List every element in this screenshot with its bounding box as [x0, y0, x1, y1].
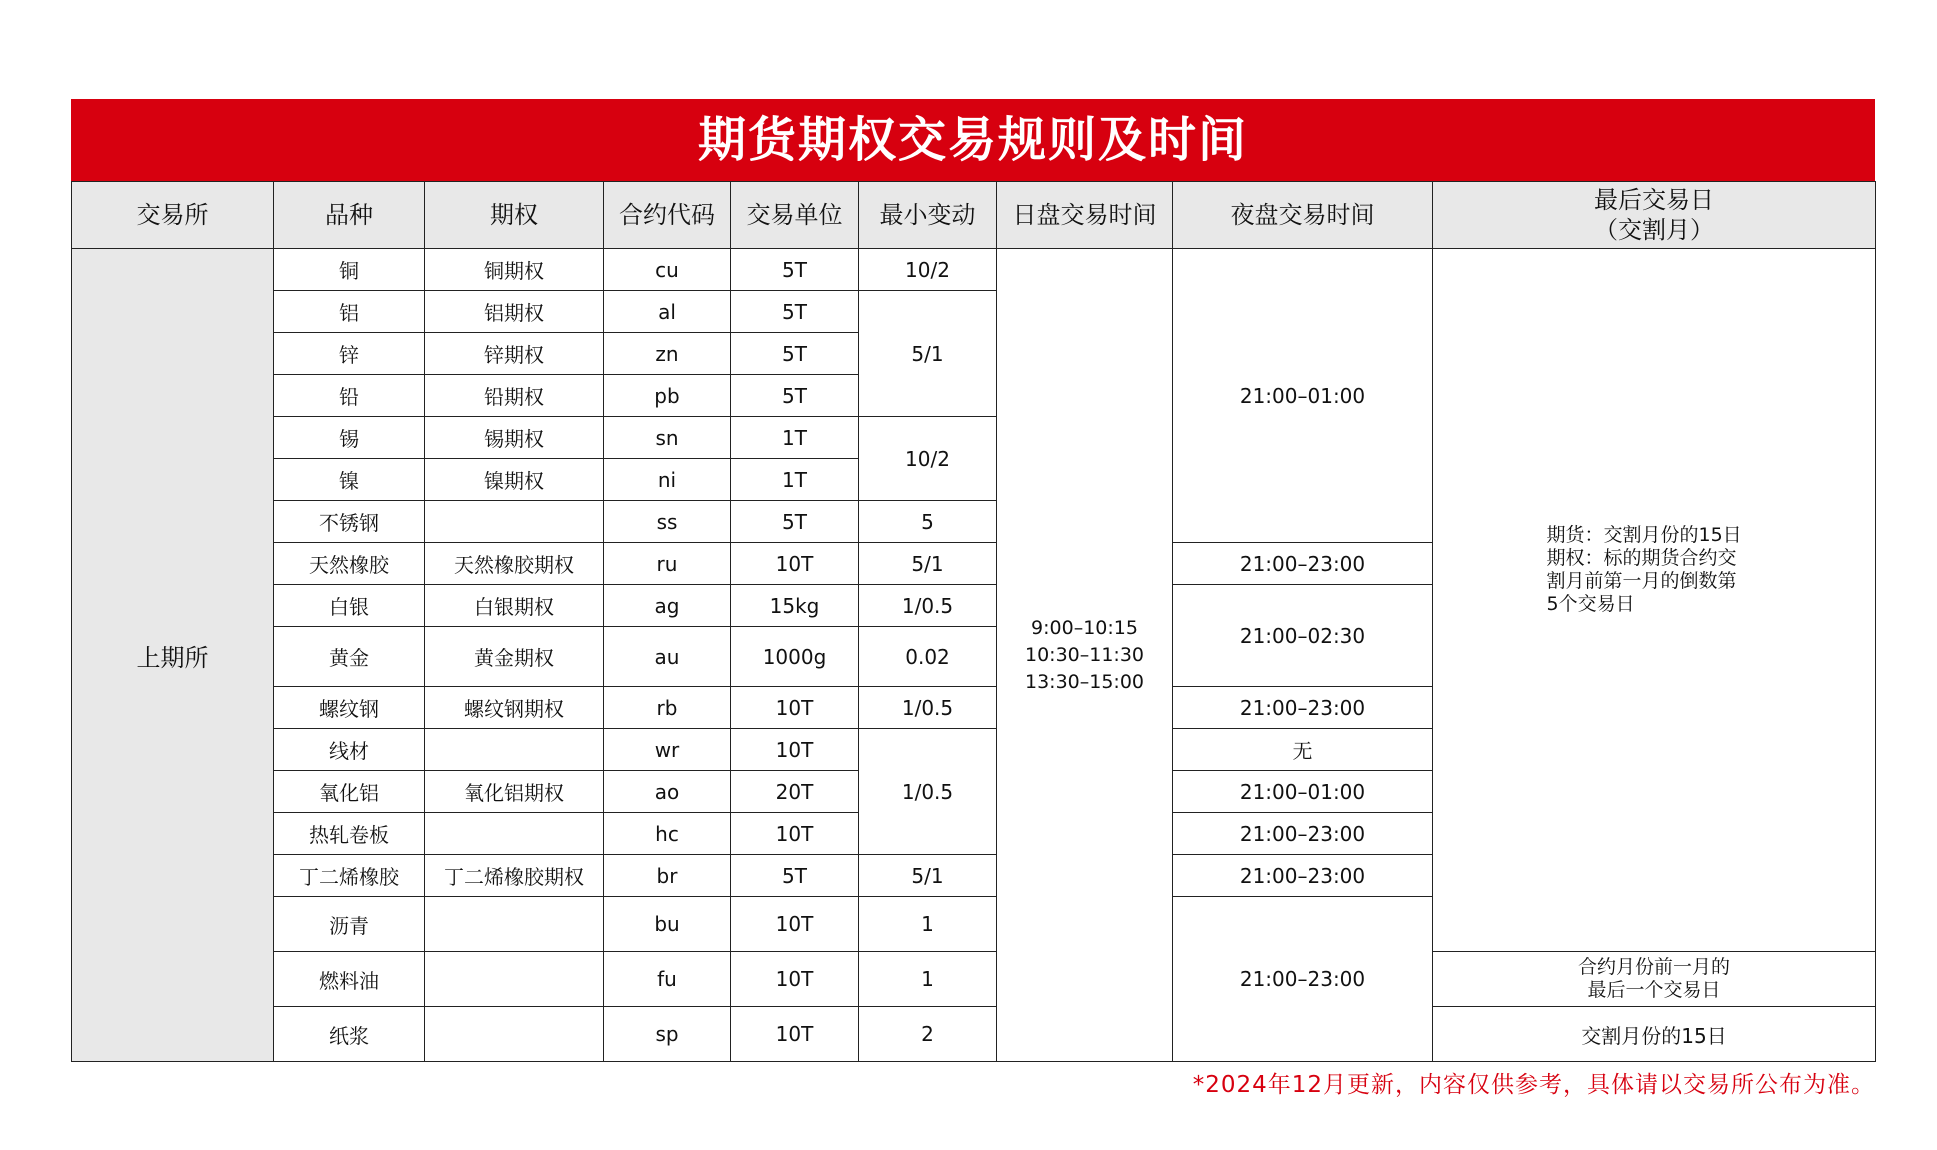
- footnote: *2024年12月更新，内容仅供参考，具体请以交易所公布为准。: [1192, 1072, 1875, 1098]
- header-last-trade-line2: （交割月）: [1594, 216, 1714, 244]
- variety-cell: 沥青: [274, 897, 425, 952]
- code-cell: cu: [604, 249, 731, 291]
- min-change-cell: 1/0.5: [859, 729, 997, 855]
- unit-cell: 5T: [731, 333, 859, 375]
- table-row: [72, 952, 1876, 1007]
- variety-cell: 锡: [274, 417, 425, 459]
- unit-cell: 10T: [731, 897, 859, 952]
- option-cell: [425, 813, 604, 855]
- option-cell: 天然橡胶期权: [425, 543, 604, 585]
- last-trade-fu-cell: [1433, 952, 1876, 1007]
- unit-cell: 1T: [731, 417, 859, 459]
- night-session-cell: 21:00–23:00: [1173, 813, 1433, 855]
- option-cell: 白银期权: [425, 585, 604, 627]
- variety-cell: 铜: [274, 249, 425, 291]
- code-cell: rb: [604, 687, 731, 729]
- variety-cell: 丁二烯橡胶: [274, 855, 425, 897]
- header-exchange: 交易所: [72, 182, 274, 249]
- night-session-cell: 21:00–23:00: [1173, 855, 1433, 897]
- day-session-cell: [997, 249, 1173, 1062]
- last-trade-sp-cell: 交割月份的15日: [1433, 1007, 1876, 1062]
- code-cell: ao: [604, 771, 731, 813]
- min-change-cell: 1/0.5: [859, 585, 997, 627]
- last-trade-line: 期货：交割月份的15日: [1546, 524, 1742, 546]
- option-cell: [425, 952, 604, 1007]
- header-row: [72, 182, 1876, 249]
- unit-cell: 1T: [731, 459, 859, 501]
- min-change-cell: 1/0.5: [859, 687, 997, 729]
- variety-cell: 铅: [274, 375, 425, 417]
- variety-cell: 螺纹钢: [274, 687, 425, 729]
- option-cell: [425, 1007, 604, 1062]
- option-cell: 镍期权: [425, 459, 604, 501]
- rules-table: [71, 181, 1876, 1062]
- unit-cell: 5T: [731, 855, 859, 897]
- night-session-cell: 21:00–02:30: [1173, 585, 1433, 687]
- code-cell: ss: [604, 501, 731, 543]
- code-cell: bu: [604, 897, 731, 952]
- code-cell: wr: [604, 729, 731, 771]
- variety-cell: 白银: [274, 585, 425, 627]
- last-trade-line: 合约月份前一月的: [1577, 956, 1730, 978]
- header-last-trade-day: [1433, 182, 1876, 249]
- header-day-session: 日盘交易时间: [997, 182, 1173, 249]
- header-option: 期权: [425, 182, 604, 249]
- day-session-line: 10:30–11:30: [1024, 643, 1144, 666]
- unit-cell: 10T: [731, 729, 859, 771]
- option-cell: 氧化铝期权: [425, 771, 604, 813]
- unit-cell: 1000g: [731, 627, 859, 687]
- night-session-cell: 21:00–01:00: [1173, 771, 1433, 813]
- night-session-cell: 21:00–01:00: [1173, 249, 1433, 543]
- option-cell: 铝期权: [425, 291, 604, 333]
- option-cell: 铜期权: [425, 249, 604, 291]
- min-change-cell: 2: [859, 1007, 997, 1062]
- unit-cell: 10T: [731, 813, 859, 855]
- header-code: 合约代码: [604, 182, 731, 249]
- min-change-cell: 5: [859, 501, 997, 543]
- code-cell: hc: [604, 813, 731, 855]
- min-change-cell: 5/1: [859, 855, 997, 897]
- unit-cell: 10T: [731, 952, 859, 1007]
- code-cell: ru: [604, 543, 731, 585]
- last-trade-main-cell: [1433, 249, 1876, 952]
- option-cell: 丁二烯橡胶期权: [425, 855, 604, 897]
- min-change-cell: 1: [859, 897, 997, 952]
- min-change-cell: 10/2: [859, 249, 997, 291]
- min-change-cell: 1: [859, 952, 997, 1007]
- night-session-cell: 无: [1173, 729, 1433, 771]
- variety-cell: 氧化铝: [274, 771, 425, 813]
- last-trade-line: 5个交易日: [1546, 593, 1635, 615]
- code-cell: sp: [604, 1007, 731, 1062]
- table-row: [72, 249, 1876, 291]
- night-session-cell: 21:00–23:00: [1173, 687, 1433, 729]
- variety-cell: 热轧卷板: [274, 813, 425, 855]
- option-cell: [425, 729, 604, 771]
- option-cell: 铅期权: [425, 375, 604, 417]
- variety-cell: 纸浆: [274, 1007, 425, 1062]
- code-cell: pb: [604, 375, 731, 417]
- code-cell: sn: [604, 417, 731, 459]
- unit-cell: 10T: [731, 687, 859, 729]
- code-cell: br: [604, 855, 731, 897]
- code-cell: al: [604, 291, 731, 333]
- variety-cell: 线材: [274, 729, 425, 771]
- unit-cell: 10T: [731, 543, 859, 585]
- unit-cell: 5T: [731, 249, 859, 291]
- option-cell: 黄金期权: [425, 627, 604, 687]
- table-row: [72, 1007, 1876, 1062]
- min-change-cell: 0.02: [859, 627, 997, 687]
- variety-cell: 天然橡胶: [274, 543, 425, 585]
- min-change-cell: 10/2: [859, 417, 997, 501]
- min-change-cell: 5/1: [859, 291, 997, 417]
- header-variety: 品种: [274, 182, 425, 249]
- unit-cell: 5T: [731, 291, 859, 333]
- rules-sheet: [71, 99, 1875, 1062]
- header-unit: 交易单位: [731, 182, 859, 249]
- code-cell: fu: [604, 952, 731, 1007]
- option-cell: 螺纹钢期权: [425, 687, 604, 729]
- code-cell: ag: [604, 585, 731, 627]
- option-cell: 锌期权: [425, 333, 604, 375]
- code-cell: zn: [604, 333, 731, 375]
- last-trade-line: 割月前第一月的倒数第: [1546, 570, 1737, 592]
- header-last-trade-line1: 最后交易日: [1594, 186, 1714, 214]
- variety-cell: 铝: [274, 291, 425, 333]
- code-cell: ni: [604, 459, 731, 501]
- night-session-cell: 21:00–23:00: [1173, 543, 1433, 585]
- option-cell: [425, 897, 604, 952]
- variety-cell: 不锈钢: [274, 501, 425, 543]
- option-cell: 锡期权: [425, 417, 604, 459]
- unit-cell: 20T: [731, 771, 859, 813]
- unit-cell: 5T: [731, 501, 859, 543]
- unit-cell: 15kg: [731, 585, 859, 627]
- night-session-cell: 21:00–23:00: [1173, 897, 1433, 1062]
- exchange-cell: 上期所: [72, 249, 274, 1062]
- code-cell: au: [604, 627, 731, 687]
- last-trade-line: 期权：标的期货合约交: [1546, 547, 1737, 569]
- variety-cell: 燃料油: [274, 952, 425, 1007]
- day-session-line: 13:30–15:00: [1024, 670, 1144, 693]
- page-title: 期货期权交易规则及时间: [71, 99, 1875, 181]
- variety-cell: 黄金: [274, 627, 425, 687]
- last-trade-line: 最后一个交易日: [1587, 979, 1721, 1001]
- min-change-cell: 5/1: [859, 543, 997, 585]
- unit-cell: 10T: [731, 1007, 859, 1062]
- variety-cell: 镍: [274, 459, 425, 501]
- last-trade-main-text: [1547, 524, 1762, 616]
- header-min-change: 最小变动: [859, 182, 997, 249]
- unit-cell: 5T: [731, 375, 859, 417]
- option-cell: [425, 501, 604, 543]
- day-session-line: 9:00–10:15: [1031, 616, 1138, 639]
- header-night-session: 夜盘交易时间: [1173, 182, 1433, 249]
- variety-cell: 锌: [274, 333, 425, 375]
